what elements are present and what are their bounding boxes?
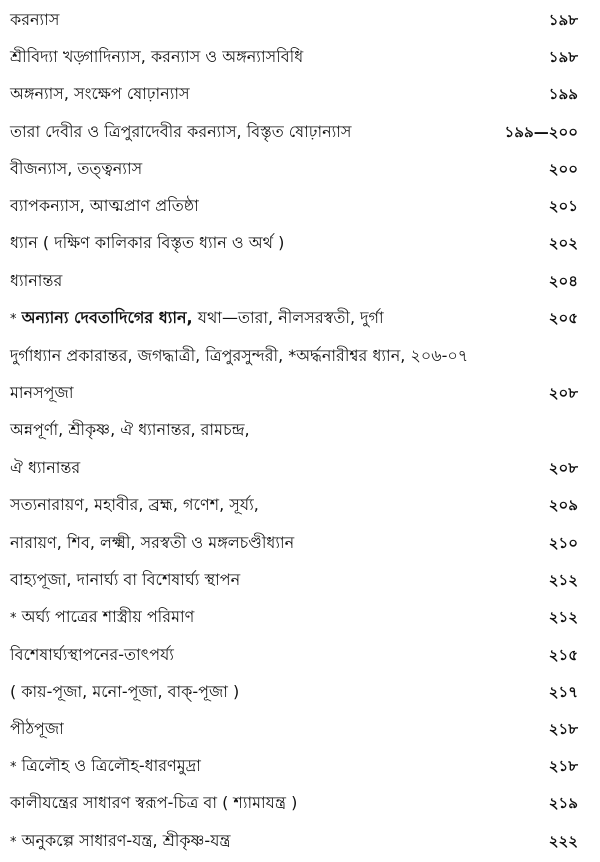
bullet-marker: * bbox=[10, 835, 17, 850]
page-number: ২০৮ bbox=[548, 384, 578, 402]
page-number: ১৯৯—২০০ bbox=[504, 123, 578, 141]
page-number: ২১৯ bbox=[548, 794, 578, 812]
page-number: ২১৭ bbox=[548, 683, 578, 701]
toc-entry bbox=[0, 226, 600, 260]
toc-entry bbox=[0, 526, 600, 560]
toc-entry bbox=[0, 264, 600, 298]
entry-title: নারায়ণ, শিব, লক্ষ্মী, সরস্বতী ও মঙ্গলচণ্ডীধ্যান bbox=[10, 533, 295, 552]
toc-entry bbox=[0, 675, 600, 709]
bullet-marker: * bbox=[10, 611, 17, 626]
toc-entry bbox=[0, 40, 600, 74]
entry-title: অন্নপূর্ণা, শ্রীকৃষ্ণ, ঐ ধ্যানান্তর, রামচন্দ্র, bbox=[10, 420, 250, 439]
entry-title: ( কায়-পূজা, মনো-পূজা, বাক্‌-পূজা ) bbox=[10, 682, 240, 701]
page-number: ২১০ bbox=[548, 534, 578, 552]
toc-entry bbox=[0, 488, 600, 522]
entry-title: বীজন্যাস, তত্ত্বন্যাস bbox=[10, 159, 143, 178]
entry-title: বিশেষার্ঘ্যস্থাপনের-তাৎপর্য্য bbox=[10, 645, 174, 664]
entry-title: ধ্যান ( দক্ষিণ কালিকার বিস্তৃত ধ্যান ও অর্থ ) bbox=[10, 233, 285, 252]
entry-title: ঐ ধ্যানান্তর bbox=[10, 458, 81, 477]
toc-entry bbox=[0, 301, 600, 335]
toc-entry bbox=[0, 376, 600, 410]
entry-title-rest: অর্ঘ্য পাত্রের শাস্ত্রীয় পরিমাণ bbox=[16, 607, 195, 626]
page-number: ২১২ bbox=[548, 608, 578, 626]
page-number: ২২২ bbox=[548, 832, 578, 850]
page-number: ২১৮ bbox=[548, 720, 578, 738]
entry-title: অঙ্গন্যাস, সংক্ষেপ ষোঢ়ান্যাস bbox=[10, 84, 190, 103]
page-number: ১৯৯ bbox=[548, 85, 578, 103]
entry-title: কালীযন্ত্রের সাধারণ স্বরূপ-চিত্র বা ( শ্যামাযন্ত্র ) bbox=[10, 793, 298, 812]
entry-title: ধ্যানান্তর bbox=[10, 271, 63, 290]
toc-entry bbox=[0, 638, 600, 672]
entry-title: মানসপূজা bbox=[10, 383, 74, 402]
page-number: ১৯৮ bbox=[548, 48, 578, 66]
entry-title-rest: অনুকল্পে সাধারণ-যন্ত্র, শ্রীকৃষ্ণ-যন্ত্র bbox=[16, 831, 231, 850]
entry-title-rest: ত্রিলৌহ ও ত্রিলৌহ-ধারণমুদ্রা bbox=[16, 756, 201, 775]
page-number: ২১৮ bbox=[548, 757, 578, 775]
entry-title: সত্যনারায়ণ, মহাবীর, ব্রহ্ম, গণেশ, সূর্য্য, bbox=[10, 495, 259, 514]
entry-title-bold: অন্যান্য দেবতাদিগের ধ্যান, bbox=[21, 308, 193, 327]
toc-entry bbox=[0, 189, 600, 223]
toc-entry bbox=[0, 451, 600, 485]
bullet-marker: * bbox=[10, 312, 17, 327]
entry-title bbox=[10, 824, 231, 860]
entry-title: পীঠপূজা bbox=[10, 719, 64, 738]
page-number: ১৯৮ bbox=[548, 11, 578, 29]
page-number: ২০১ bbox=[548, 197, 578, 215]
page-number: ২০৫ bbox=[548, 309, 578, 327]
toc-entry bbox=[0, 339, 600, 373]
entry-title bbox=[10, 600, 194, 636]
entry-title: দুর্গাধ্যান প্রকারান্তর, জগদ্ধাত্রী, ত্রিপুরসুন্দরী, *অর্দ্ধনারীশ্বর ধ্যান, ২০৬-০৭ bbox=[10, 346, 469, 365]
toc-entry bbox=[0, 115, 600, 149]
toc-entry bbox=[0, 712, 600, 746]
toc-entry bbox=[0, 152, 600, 186]
entry-title bbox=[10, 301, 384, 337]
toc-entry bbox=[0, 77, 600, 111]
page-number: ২০২ bbox=[548, 234, 578, 252]
entry-title: তারা দেবীর ও ত্রিপুরাদেবীর করন্যাস, বিস্তৃত ষোঢ়ান্যাস bbox=[10, 122, 352, 141]
toc-entry bbox=[0, 786, 600, 820]
page-number: ২১৫ bbox=[548, 646, 578, 664]
entry-title: করন্যাস bbox=[10, 10, 60, 29]
bullet-marker: * bbox=[10, 760, 17, 775]
entry-title bbox=[10, 749, 201, 785]
toc-entry bbox=[0, 3, 600, 37]
page-number: ২০৯ bbox=[548, 496, 578, 514]
toc-entry bbox=[0, 824, 600, 858]
page-number: ২০৪ bbox=[548, 272, 578, 290]
page-number: ২১২ bbox=[548, 571, 578, 589]
entry-title-rest: যথা—তারা, নীলসরস্বতী, দুর্গা bbox=[192, 308, 384, 327]
page-number: ২০০ bbox=[548, 160, 578, 178]
toc-entry bbox=[0, 413, 600, 447]
entry-title: ব্যাপকন্যাস, আত্মপ্রাণ প্রতিষ্ঠা bbox=[10, 196, 199, 215]
page-number: ২০৮ bbox=[548, 459, 578, 477]
entry-title: শ্রীবিদ্যা খড়্গাদিন্যাস, করন্যাস ও অঙ্গন্যাসবিধি bbox=[10, 47, 304, 66]
toc-entry bbox=[0, 563, 600, 597]
entry-title: বাহ্যপূজা, দানার্ঘ্য বা বিশেষার্ঘ্য স্থাপন bbox=[10, 570, 241, 589]
toc-entry bbox=[0, 749, 600, 783]
toc-entry bbox=[0, 600, 600, 634]
